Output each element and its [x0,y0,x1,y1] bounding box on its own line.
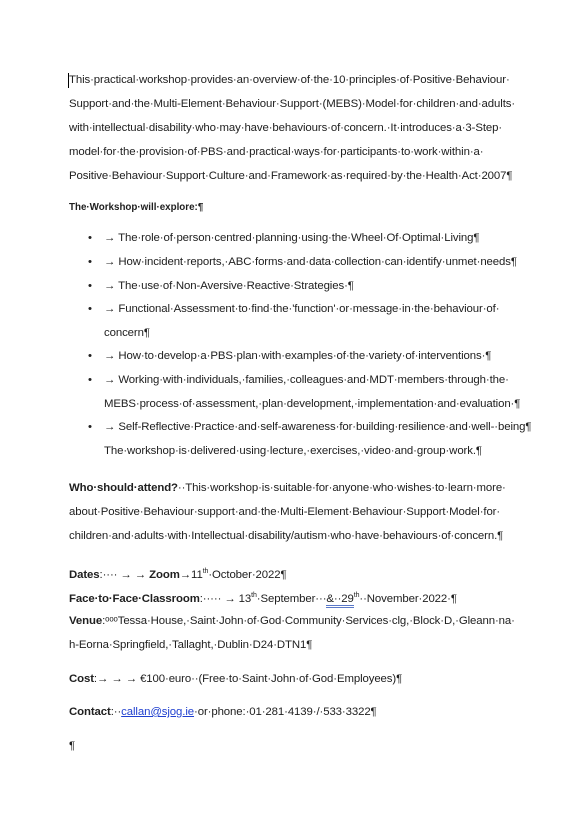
f2f-label: Face·to·Face·Classroom [69,592,200,605]
f2f-rest: ··November·2022·¶ [359,592,457,605]
bullet-icon: • [88,421,92,433]
intro-line: This·practical·workshop·provides·an·overview·of·the·10·principles·of·Positive·Behaviour· [69,74,510,86]
attend-line: about·Positive·Behaviour·support·and·the·Multi-Element·Behaviour·Support·Model·for· [69,506,501,518]
cost-value: €100·euro··(Free·to·Saint·John·of·God·Employees)¶ [140,673,403,685]
bullet-item: → How·incident·reports,·ABC·forms·and·data·collection·can·identify·unmet·needs¶ [104,256,517,268]
cost-label: Cost [69,673,94,685]
attend-label: Who·should·attend? [69,482,178,494]
f2f-sup1: th [251,592,257,599]
f2f-mid: ·September··· [256,592,327,605]
bullet-icon: • [88,256,92,268]
bullet-icon: • [88,374,92,386]
venue-line-2: h-Eorna·Springfield,·Tallaght,·Dublin·D24·DTN1¶ [69,639,313,651]
contact-email-link[interactable]: callan@sjog.ie [121,706,195,718]
bullet-icon: • [88,232,92,244]
f2f-amp: &··29 [326,593,353,608]
bullet-icon: • [88,280,92,292]
explore-heading: The·Workshop·will·explore:¶ [69,202,204,213]
bullet-item: → Self-Reflective·Practice·and·self-awareness·for·building·resilience·and·well-·being¶ [104,421,532,433]
bullet-icon: • [88,303,92,315]
bullet-item: → The·use·of·Non-Aversive·Reactive·Strategies·¶ [104,280,354,292]
dates-sep: :···· → → [99,568,150,581]
f2f-sup2: th [353,592,360,599]
attend-line [69,482,506,494]
contact-rest: ·or·phone:·01·281·4139·/·533·3322¶ [194,706,377,718]
intro-line: Positive·Behaviour·Support·Culture·and·Framework·as·required·by·the·Health·Act·2007¶ [69,170,513,182]
bullet-item: → The·role·of·person·centred·planning·using·the·Wheel·Of·Optimal·Living¶ [104,232,480,244]
bullet-item-continuation: The·workshop·is·delivered·using·lecture,·exercises,·video·and·group·work.¶ [104,445,482,457]
contact-sep: :·· [110,706,122,718]
attend-line: children·and·adults·with·Intellectual·disability/autism·who·have·behaviours·of·concern.¶ [69,530,504,542]
bullet-item: → Functional·Assessment·to·find·the·'function'·or·message·in·the·behaviour·of· [104,303,500,315]
contact-line [69,706,377,718]
cost-sep: :→ → → [93,673,141,685]
dates-line [69,568,287,581]
zoom-rest: ·October·2022¶ [208,568,287,581]
attend-text: ··This·workshop·is·suitable·for·anyone·who·wishes·to·learn·more· [177,482,506,494]
bullet-item-continuation: MEBS·process·of·assessment,·plan·development,·implementation·and·evaluation·¶ [104,398,521,410]
contact-label: Contact [69,706,111,718]
intro-line: model·for·the·provision·of·PBS·and·practical·ways·for·participants·to·work·within·a· [69,146,484,158]
intro-line: with·intellectual·disability·who·may·have·behaviours·of·concern.·It·introduces·a·3-Step· [69,122,503,134]
dates-label: Dates [69,568,100,581]
venue-text: :ᵒᵒᵒTessa·House,·Saint·John·of·God·Community·Services·clg,·Block·D,·Gleann·na· [102,615,515,627]
f2f-sep: :····· → 13 [199,592,252,605]
bullet-item: → How·to·develop·a·PBS·plan·with·examples·of·the·variety·of·interventions·¶ [104,350,492,362]
venue-label: Venue [69,615,103,627]
bullet-item-continuation: concern¶ [104,327,150,339]
paragraph-mark: ¶ [69,740,76,752]
zoom-value: →11 [179,568,203,581]
bullet-icon: • [88,350,92,362]
bullet-item: → Working·with·individuals,·families,·colleagues·and·MDT·members·through·the· [104,374,509,386]
f2f-line [69,592,457,605]
cost-line [69,673,402,685]
zoom-label: Zoom [149,568,180,581]
intro-line: Support·and·the·Multi-Element·Behaviour·Support·(MEBS)·Model·for·children·and·adults· [69,98,516,110]
venue-line [69,615,515,627]
zoom-sup: th [202,568,209,575]
